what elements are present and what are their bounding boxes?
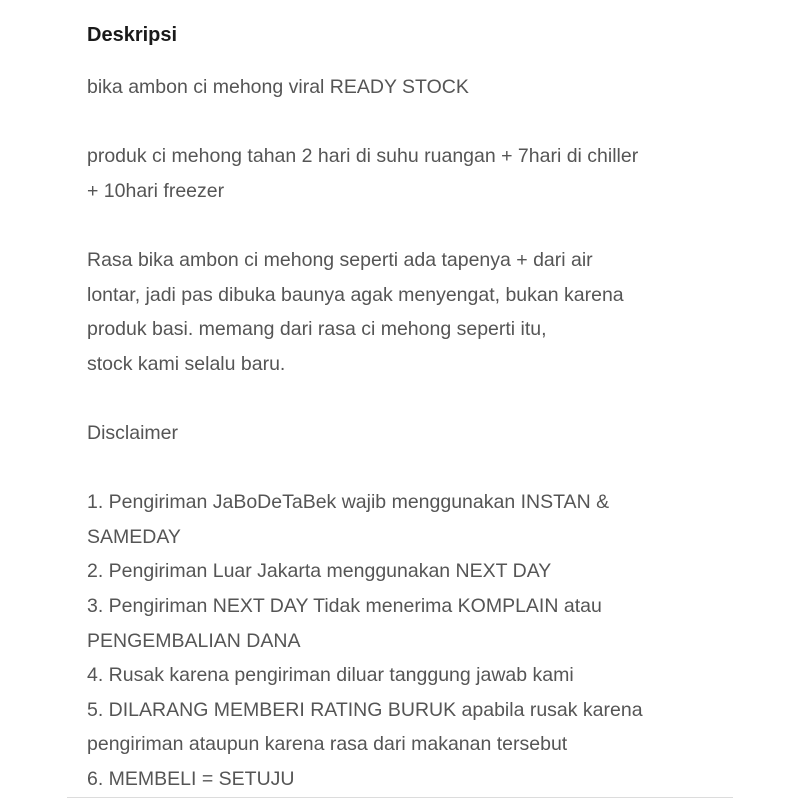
disclaimer-item: 2. Pengiriman Luar Jakarta menggunakan NEXT DAY	[87, 560, 552, 583]
disclaimer-item: SAMEDAY	[87, 525, 181, 548]
bottom-divider	[67, 797, 733, 798]
paragraph-spacer	[87, 208, 727, 243]
description-line: bika ambon ci mehong viral READY STOCK	[87, 76, 469, 98]
description-body	[87, 70, 727, 796]
description-line: produk basi. memang dari rasa ci mehong seperti itu,	[87, 318, 547, 341]
description-line: produk ci mehong tahan 2 hari di suhu ruangan + 7hari di chiller	[87, 145, 639, 168]
paragraph-spacer	[87, 451, 727, 486]
disclaimer-heading: Disclaimer	[87, 421, 179, 444]
disclaimer-item: PENGEMBALIAN DANA	[87, 629, 301, 652]
disclaimer-item: pengiriman ataupun karena rasa dari makanan tersebut	[87, 733, 568, 756]
disclaimer-item: 4. Rusak karena pengiriman diluar tanggung jawab kami	[87, 664, 574, 687]
section-title: Deskripsi	[87, 24, 178, 46]
disclaimer-item: 3. Pengiriman NEXT DAY Tidak menerima KOMPLAIN atau	[87, 594, 602, 617]
description-line: stock kami selalu baru.	[87, 352, 286, 375]
disclaimer-item: 5. DILARANG MEMBERI RATING BURUK apabila rusak karena	[87, 698, 643, 721]
disclaimer-item: 6. MEMBELI = SETUJU	[87, 767, 295, 790]
paragraph-spacer	[87, 105, 727, 140]
description-line: lontar, jadi pas dibuka baunya agak menyengat, bukan karena	[87, 283, 624, 306]
paragraph-spacer	[87, 381, 727, 416]
description-line: Rasa bika ambon ci mehong seperti ada tapenya + dari air	[87, 248, 593, 271]
disclaimer-item: 1. Pengiriman JaBoDeTaBek wajib menggunakan INSTAN &	[87, 491, 610, 514]
description-line: + 10hari freezer	[87, 179, 225, 202]
